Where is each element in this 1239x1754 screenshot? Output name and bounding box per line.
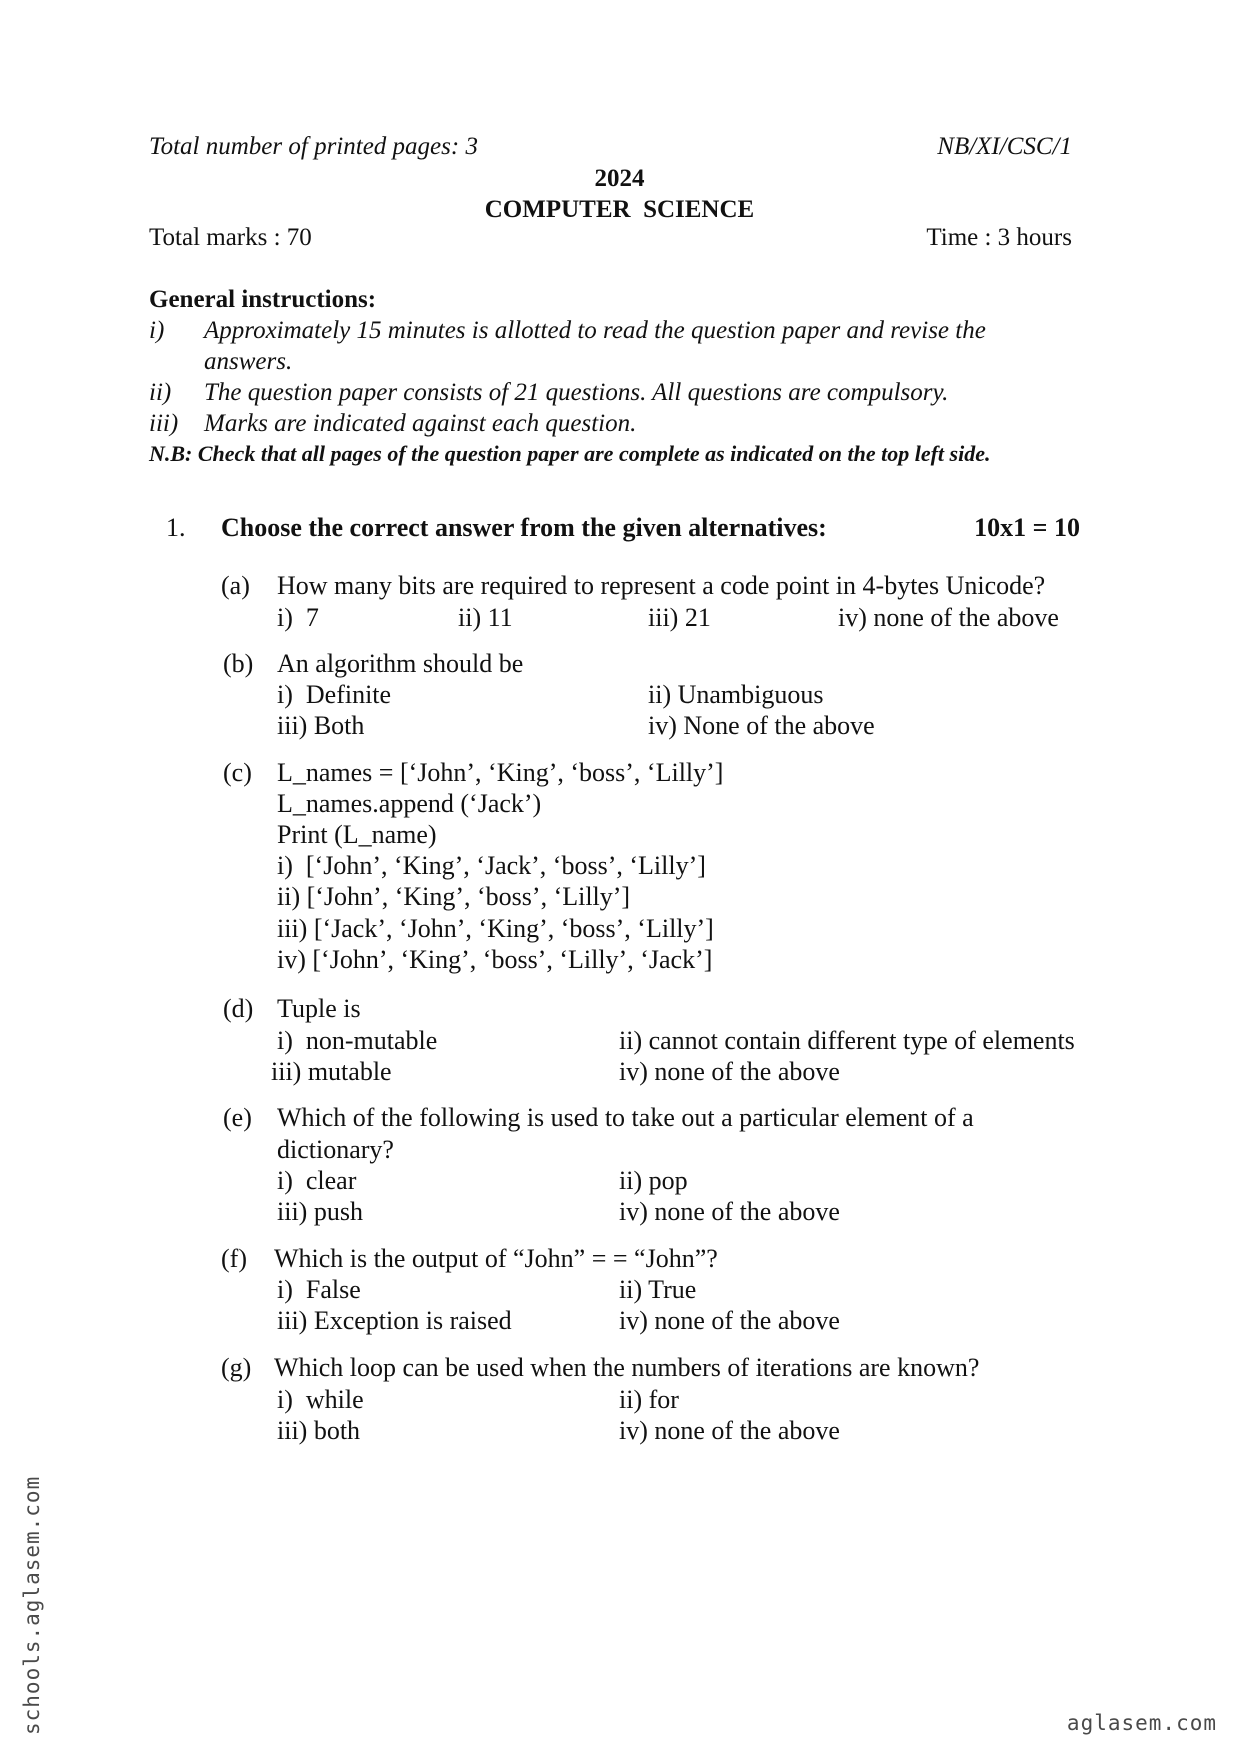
option: iv) none of the above (619, 1197, 840, 1226)
instruction-text: Approximately 15 minutes is allotted to read the question paper and revise the (204, 317, 986, 344)
option: iii) push (277, 1197, 363, 1226)
option: ii) Unambiguous (648, 680, 824, 709)
watermark-left: schools.aglasem.com (20, 1475, 44, 1735)
part-stem-cont: dictionary? (277, 1135, 394, 1164)
option: ii) 11 (458, 603, 513, 632)
exam-time: Time : 3 hours (926, 224, 1072, 251)
part-label: (d) (223, 994, 254, 1023)
option: i) non-mutable (277, 1026, 438, 1055)
option: iv) none of the above (619, 1057, 840, 1086)
option: ii) [‘John’, ‘King’, ‘boss’, ‘Lilly’] (277, 882, 631, 911)
instruction-text: The question paper consists of 21 questions. All questions are compulsory. (204, 379, 949, 406)
part-label: (e) (223, 1103, 252, 1132)
instruction-text-cont: answers. (204, 348, 293, 375)
option: ii) True (619, 1275, 697, 1304)
option: iv) none of the above (838, 603, 1059, 632)
question-marks: 10x1 = 10 (974, 513, 1080, 542)
part-label: (a) (221, 571, 250, 600)
option: i) clear (277, 1166, 357, 1195)
option: i) False (277, 1275, 361, 1304)
option: iii) Both (277, 711, 365, 740)
question-text: Choose the correct answer from the given alternatives: (221, 513, 827, 542)
option: iv) none of the above (619, 1306, 840, 1335)
subject-title: COMPUTER SCIENCE (484, 196, 755, 223)
option: ii) for (619, 1385, 679, 1414)
option: iv) None of the above (648, 711, 875, 740)
code-line: L_names = [‘John’, ‘King’, ‘boss’, ‘Lilly’] (277, 758, 724, 787)
watermark-right: aglasem.com (1066, 1711, 1217, 1735)
part-stem: An algorithm should be (277, 649, 524, 678)
question-number: 1. (166, 513, 186, 542)
part-stem: How many bits are required to represent a code point in 4-bytes Unicode? (277, 571, 1046, 600)
part-stem: Tuple is (277, 994, 361, 1023)
option: i) [‘John’, ‘King’, ‘Jack’, ‘boss’, ‘Lilly’] (277, 851, 706, 880)
option: iii) both (277, 1416, 361, 1445)
nb-note: N.B: Check that all pages of the question paper are complete as indicated on the top left side. (149, 441, 991, 466)
instruction-num: ii) (149, 379, 172, 406)
option: iii) [‘Jack’, ‘John’, ‘King’, ‘boss’, ‘Lilly’] (277, 914, 714, 943)
part-stem: Which of the following is used to take out a particular element of a (277, 1103, 974, 1132)
instruction-text: Marks are indicated against each question. (204, 410, 637, 437)
instructions-title: General instructions: (149, 286, 377, 313)
total-marks: Total marks : 70 (149, 224, 312, 251)
option: iii) 21 (648, 603, 711, 632)
code-line: L_names.append (‘Jack’) (277, 789, 542, 818)
option: i) 7 (277, 603, 319, 632)
instruction-num: iii) (149, 410, 179, 437)
instruction-num: i) (149, 317, 165, 344)
option: iii) Exception is raised (277, 1306, 512, 1335)
exam-year: 2024 (594, 165, 645, 192)
option: iv) none of the above (619, 1416, 840, 1445)
option: ii) pop (619, 1166, 688, 1195)
part-label: (f) (221, 1244, 247, 1273)
code-line: Print (L_name) (277, 820, 437, 849)
part-label: (c) (223, 758, 252, 787)
part-stem: Which is the output of “John” = = “John”? (274, 1244, 718, 1273)
part-label: (g) (221, 1353, 252, 1382)
part-label: (b) (223, 649, 254, 678)
option: i) Definite (277, 680, 392, 709)
option: iv) [‘John’, ‘King’, ‘boss’, ‘Lilly’, ‘Jack’] (277, 945, 713, 974)
paper-code: NB/XI/CSC/1 (937, 133, 1072, 160)
part-stem: Which loop can be used when the numbers of iterations are known? (274, 1353, 980, 1382)
option: iii) mutable (271, 1057, 392, 1086)
option: i) while (277, 1385, 364, 1414)
printed-pages-note: Total number of printed pages: 3 (149, 133, 478, 160)
option: ii) cannot contain different type of elements (619, 1026, 1075, 1055)
